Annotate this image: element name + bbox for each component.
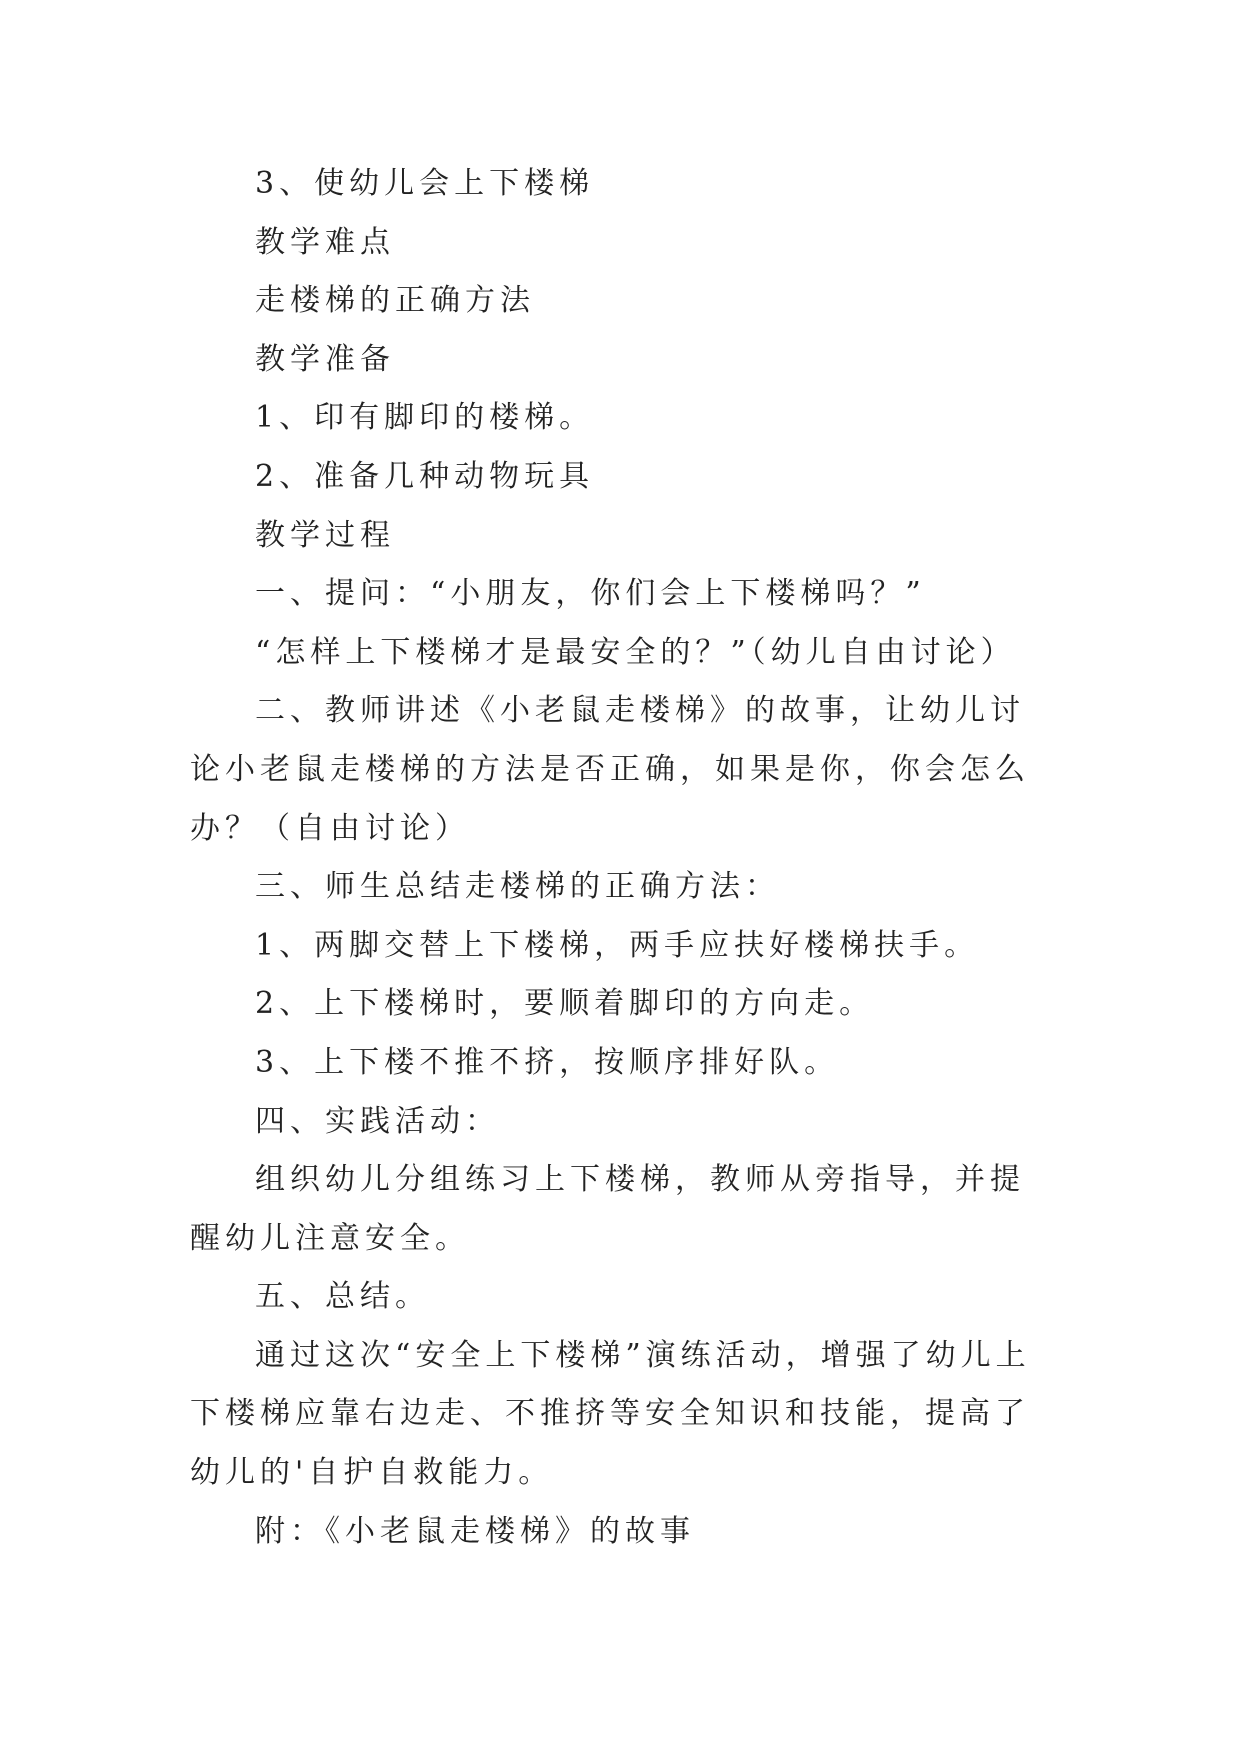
heading-teaching-difficulty: 教学难点: [255, 224, 395, 260]
paragraph-step-3: 三、师生总结走楼梯的正确方法：: [255, 869, 780, 905]
paragraph-summary: 通过这次“安全上下楼梯”演练活动，增强了幼儿上下楼梯应靠右边走、不推挤等安全知识和技能，提高了幼儿的'自护自救能力。: [190, 1337, 1031, 1491]
paragraph-preparation-2: 2、准备几种动物玩具: [255, 458, 595, 494]
paragraph-step-4: 四、实践活动：: [255, 1103, 500, 1139]
paragraph-method-2: 2、上下楼梯时，要顺着脚印的方向走。: [255, 986, 875, 1022]
paragraph-practice: 组织幼儿分组练习上下楼梯，教师从旁指导，并提醒幼儿注意安全。: [190, 1162, 1025, 1256]
paragraph-appendix: 附：《小老鼠走楼梯》的故事: [255, 1513, 695, 1549]
paragraph-step-1: 一、提问：“小朋友，你们会上下楼梯吗？”: [255, 576, 926, 612]
paragraph-goal-3: 3、使幼儿会上下楼梯: [255, 166, 595, 201]
paragraph-step-5: 五、总结。: [255, 1279, 430, 1315]
paragraph-method-1: 1、两脚交替上下楼梯，两手应扶好楼梯扶手。: [255, 927, 980, 963]
paragraph-method-3: 3、上下楼不推不挤，按顺序排好队。: [255, 1044, 840, 1080]
paragraph-difficulty: 走楼梯的正确方法: [255, 283, 535, 319]
paragraph-step-1-question: “怎样上下楼梯才是最安全的？”（幼儿自由讨论）: [255, 634, 1016, 670]
heading-teaching-preparation: 教学准备: [255, 341, 395, 377]
heading-teaching-process: 教学过程: [255, 517, 395, 553]
document-body: [190, 155, 1056, 1561]
paragraph-preparation-1: 1、印有脚印的楼梯。: [255, 400, 595, 436]
paragraph-step-2: 二、教师讲述《小老鼠走楼梯》的故事，让幼儿讨论小老鼠走楼梯的方法是否正确，如果是你，你会怎么办？（自由讨论）: [190, 693, 1030, 846]
